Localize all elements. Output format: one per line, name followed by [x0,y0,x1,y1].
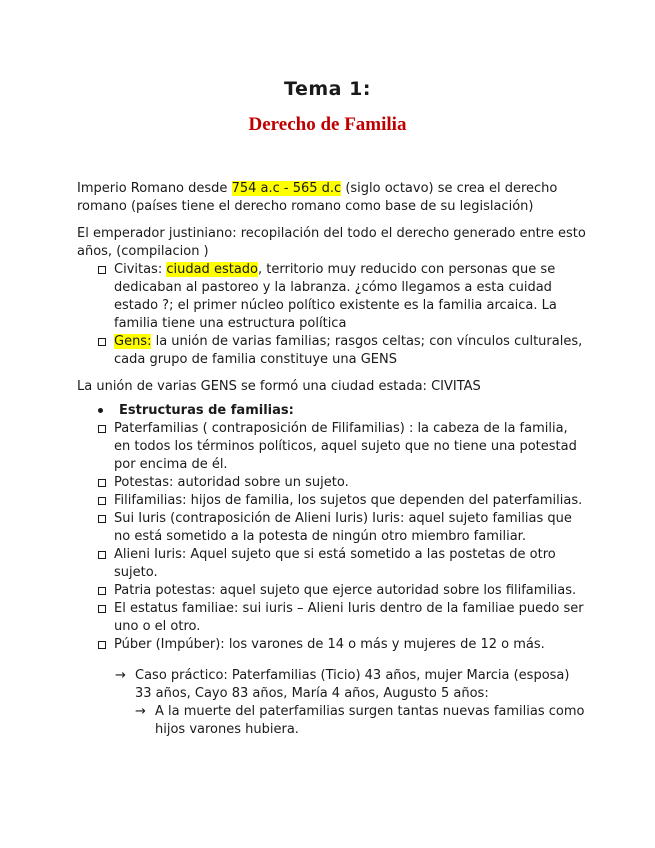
checkbox-list-estructuras [77,420,587,654]
list-item: Sui Iuris (contraposición de Alieni Iuris) Iuris: aquel sujeto familias que no está sometido a la potesta de ningún otro miembro familiar. [77,510,587,546]
page-title: Tema 1: [284,78,371,100]
list-item: Civitas: ciudad estado, territorio muy reducido con personas que se dedicaban al pastoreo y la labranza. ¿cómo llegamos a esta cuidad estado ?; el primer núcleo político existente es la familia arcaica. La familia tiene una estructura política [77,261,587,333]
highlight-term: ciudad estado [166,262,258,277]
list-item: El estatus familiae: sui iuris – Alieni Iuris dentro de la familiae puedo ser uno o el otro. [77,600,587,636]
checkbox-icon [98,479,106,487]
list-item: Alieni Iuris: Aquel sujeto que si está sometido a las postetas de otro sujeto. [77,546,587,582]
highlight-term: Gens: [114,334,152,349]
arrow-icon: → [135,704,146,719]
list-item: Potestas: autoridad sobre un sujeto. [77,474,587,492]
checkbox-icon [98,338,106,346]
checkbox-list-civitas [77,261,587,369]
list-item: Púber (Impúber): los varones de 14 o más y mujeres de 12 o más. [77,636,587,654]
case-item: → Caso práctico: Paterfamilias (Ticio) 43 años, mujer Marcia (esposa) 33 años, Cayo 83 años, María 4 años, Augusto 5 años: [115,668,570,701]
list-item: Patria potestas: aquel sujeto que ejerce autoridad sobre los filifamilias. [77,582,587,600]
list-item: Gens: la unión de varias familias; rasgos celtas; con vínculos culturales, cada grupo de familia constituye una GENS [77,333,587,369]
checkbox-icon [98,587,106,595]
checkbox-icon [98,641,106,649]
bullet-icon [98,408,103,413]
checkbox-icon [98,515,106,523]
page-subtitle: Derecho de Familia [248,114,407,135]
case-subitem: → A la muerte del paterfamilias surgen tantas nuevas familias como hijos varones hubiera. [135,704,585,737]
checkbox-icon [98,497,106,505]
checkbox-icon [98,551,106,559]
arrow-icon: → [115,668,126,683]
section-heading: Estructuras de familias: [77,402,587,420]
list-item: Filifamilias: hijos de familia, los sujetos que dependen del paterfamilias. [77,492,587,510]
document-body [77,180,587,739]
checkbox-icon [98,425,106,433]
paragraph-emperador: El emperador justiniano: recopilación del todo el derecho generado entre esto años, (compilacion ) [77,226,586,259]
highlight-dates: 754 a.c - 565 d.c [231,181,342,196]
checkbox-icon [98,605,106,613]
paragraph-gens: La unión de varias GENS se formó una ciudad estada: CIVITAS [77,379,481,394]
list-item: Paterfamilias ( contraposición de Filifamilias) : la cabeza de la familia, en todos los términos políticos, aquel sujeto que no tiene una potestad por encima de él. [77,420,587,474]
checkbox-icon [98,266,106,274]
paragraph-imperio: Imperio Romano desde 754 a.c - 565 d.c (siglo octavo) se crea el derecho romano (países tiene el derecho romano como base de su legislación) [77,181,558,214]
